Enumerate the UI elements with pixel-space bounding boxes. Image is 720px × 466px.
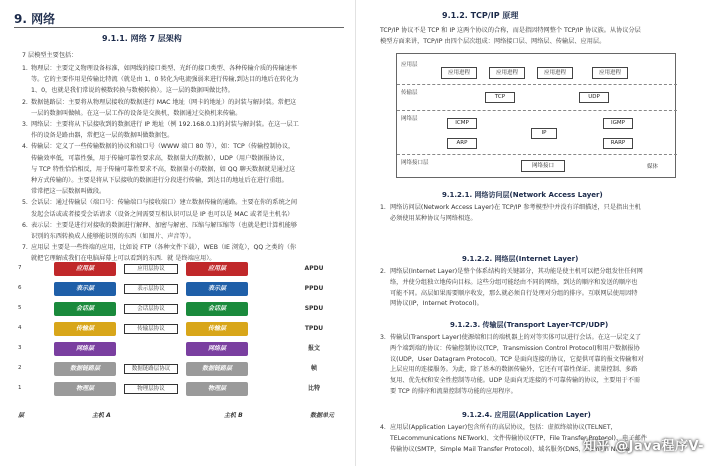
list-line: 与 TCP 特性恰恰相反，用于传输可靠性要求不高，数据量小的数据，如 QQ 聊天数据就是通过这 <box>31 165 296 173</box>
subsection-title: 9.1.2.2. 网络层(Internet Layer) <box>462 255 579 263</box>
osi-layer-number: 2 <box>18 365 22 371</box>
intro-text: 7 层模型主要包括： <box>22 52 78 59</box>
osi-peer-protocol: 传输层协议 <box>124 324 178 334</box>
list-item <box>22 197 347 219</box>
list-item <box>22 119 347 141</box>
icmp-box: ICMP <box>447 118 477 129</box>
subsection-line: 必须使用某种协议与网络相连。 <box>390 214 477 222</box>
rarp-box: RARP <box>603 138 633 149</box>
osi-layer-host-a: 表示层 <box>54 282 116 296</box>
osi-layer-number: 6 <box>18 285 22 291</box>
list-line: 传输层：定义了一些传输数据的协议和端口号（WWW 端口 80 等），如：TCP（传输控制协议， <box>31 143 295 151</box>
subsection-line: 上层应用的连接服务。为此，除了基本的数据传输外，它还有可靠性保证、流量控制、多路 <box>390 366 638 374</box>
list-line: 网络层：主要将从下层接收到的数据进行 IP 地址（例 192.168.0.1)的封装与解封装。在这一层工 <box>31 121 299 128</box>
zone-label-interface: 网络接口层 <box>401 160 429 166</box>
osi-col-host-a: 主机 A <box>92 412 111 419</box>
zone-label-transport: 传输层 <box>401 90 418 96</box>
ip-box: IP <box>531 128 557 139</box>
subsection-number: 4. <box>380 424 386 431</box>
list-line: 发起会话或或者接受会话请求（设备之间需要互相认识可以是 IP 也可以是 MAC 或者是主机名） <box>31 210 294 218</box>
list-line: 会话层：通过传输层（端口号：传输端口与接收端口）建立数据传输的通路。主要在你的系统之间 <box>31 199 298 207</box>
osi-layer-host-b: 网络层 <box>186 342 248 356</box>
subsection-line: 应用层(Application Layer)包含所有的高层协议，包括：虚拟终端协议(TELNET， <box>390 424 617 431</box>
udp-box: UDP <box>579 92 609 103</box>
list-line: 传输效率低，可靠性强，用于传输可靠性要求高，数据量大的数据），UDP（用户数据报协议， <box>31 154 289 162</box>
list-line: 等。它的主要作用是传输比特流（就是由 1、0 转化为电流强弱来进行传输,到达目的地后在转化为 <box>31 76 299 84</box>
tcp-box: TCP <box>485 92 515 103</box>
osi-layer-host-b: 表示层 <box>186 282 248 296</box>
osi-data-unit: TPDU <box>304 325 324 332</box>
osi-data-unit: 帧 <box>310 365 317 372</box>
subsection-line: 两个端到端的协议：传输控制协议(TCP，Transmission Control Protocol)和用户数据报协 <box>390 344 640 352</box>
osi-peer-protocol: 应用层协议 <box>124 264 178 274</box>
osi-diagram <box>14 262 350 422</box>
subsection-title: 9.1.2.4. 应用层(Application Layer) <box>462 411 591 419</box>
osi-layer-number: 1 <box>18 385 22 391</box>
chapter-rule <box>14 27 344 28</box>
osi-layer-number: 7 <box>18 265 22 271</box>
osi-layer-host-a: 数据链路层 <box>54 362 116 376</box>
subsection-line: 要 TCP 的排序和流量控制等功能的应用程序。 <box>390 388 517 395</box>
tcpip-intro-line1: TCP/IP 协议不是 TCP 和 IP 这两个协议的合称，而是指因特网整个 TCP/IP 协议族。从协议分层 <box>380 27 641 34</box>
tcpip-intro-line2: 模型方面来讲，TCP/IP 由四个层次组成：网络接口层、网络层、传输层、应用层。 <box>380 38 606 45</box>
zone-divider <box>397 110 677 111</box>
subsection-title: 9.1.2.3. 传输层(Transport Layer-TCP/UDP) <box>450 321 609 329</box>
zone-label-network: 网络层 <box>401 116 418 122</box>
app-process-box: 应用进程 <box>489 67 525 79</box>
osi-layer-number: 4 <box>18 325 22 331</box>
list-item <box>22 97 347 119</box>
arp-box: ARP <box>447 138 477 149</box>
section-title-osi: 9.1.1. 网络 7 层架构 <box>102 34 182 43</box>
list-line: 种方式传输的）。主要是将从下层接收的数据进行分段进行传输，到达目的地址后在进行重组。 <box>31 176 288 184</box>
osi-layer-number: 5 <box>18 305 22 311</box>
subsection-number: 3. <box>380 334 386 341</box>
list-number: 1. <box>22 65 28 72</box>
osi-layer-host-a: 物理层 <box>54 382 116 396</box>
zone-divider <box>397 154 677 155</box>
app-process-box: 应用进程 <box>537 67 573 79</box>
list-number: 2. <box>22 98 28 106</box>
medium-label: 媒体 <box>647 164 659 170</box>
left-page <box>0 0 356 466</box>
list-line: 应用层 主要是一些终端的应用，比如说 FTP（各种文件下载），WEB（IE 浏览），QQ 之类的（你 <box>31 244 297 252</box>
list-line: 表示层：主要是进行对接收的数据进行解释、加密与解密、压缩与解压缩等（也就是把计算机能够 <box>31 221 298 229</box>
osi-data-unit: PPDU <box>304 285 324 292</box>
list-line: 作的设备是路由器，常把这一层的数据叫做数据包。 <box>31 132 174 140</box>
subsection-number: 2. <box>380 268 386 275</box>
list-line: 一层的数据叫做帧。在这一层工作的设备是交换机，数据通过交换机来传输。 <box>31 109 242 117</box>
osi-col-layer: 层 <box>18 412 25 419</box>
igmp-box: IGMP <box>603 118 633 129</box>
list-number: 3. <box>22 121 28 128</box>
list-line: 数据链路层：主要将从物理层接收的数据进行 MAC 地址（网卡的地址）的封装与解封装。常把这 <box>31 98 297 106</box>
list-line: 识别的东西转换成人能够能识别的东西（如图片、声音等）。 <box>31 232 195 240</box>
section-title-tcpip: 9.1.2. TCP/IP 原理 <box>442 11 519 20</box>
subsection-line: TELecommunications NETwork)、文件传输协议(FTP，File Transfer Protocol)、电子邮件 <box>390 434 647 442</box>
osi-peer-protocol: 数据链路层协议 <box>124 364 178 374</box>
subsection-number: 1. <box>380 204 386 211</box>
subsection-line: 复用、优先权和安全性控制等功能。UDP 是面向无连接的不可靠传输的协议，主要用于不需 <box>390 377 641 385</box>
list-number: 5. <box>22 199 28 207</box>
app-process-box: 应用进程 <box>592 67 628 79</box>
list-item <box>22 220 347 242</box>
osi-peer-protocol: 会话层协议 <box>124 304 178 314</box>
osi-layer-host-b: 数据链路层 <box>186 362 248 376</box>
osi-layer-host-b: 物理层 <box>186 382 248 396</box>
list-item <box>22 63 347 97</box>
subsection-line: 络，并使分组独立地传向目标。这些分组可能经由不同的网络，到达的顺序和发送的顺序也 <box>390 278 638 286</box>
osi-layer-host-a: 会话层 <box>54 302 116 316</box>
zone-label-application: 应用层 <box>401 62 418 68</box>
app-process-box: 应用进程 <box>441 67 477 79</box>
list-item <box>22 141 347 197</box>
osi-col-host-b: 主机 B <box>224 412 243 419</box>
osi-peer-protocol: 表示层协议 <box>124 284 178 294</box>
list-line: 就把它理解成我们在电脑屏幕上可以看到的东西．就 是终端应用）。 <box>31 255 216 263</box>
subsection-line: 网络层(Internet Layer)是整个体系结构的关键部分，其功能是使主机可以把分组发往任何网 <box>390 268 643 275</box>
subsection-line: 议(UDP，User Datagram Protocol)。TCP 是面向连接的协议，它提供可靠的报文传输和对 <box>390 355 644 363</box>
network-interface-box: 网络接口 <box>521 160 565 172</box>
osi-data-unit: SPDU <box>304 305 324 312</box>
osi-layer-host-a: 传输层 <box>54 322 116 336</box>
subsection-title: 9.1.2.1. 网络访问层(Network Access Layer) <box>442 191 603 199</box>
osi-peer-protocol: 物理层协议 <box>124 384 178 394</box>
subsection-line: 网络访问层(Network Access Layer)在 TCP/IP 参考模型中并没有详细描述，只是指出主机 <box>390 204 641 211</box>
subsection-line: 可能不同。高层如果需要顺序收发，那么就必须自行处理对分组的排序。互联网层使用因特 <box>390 289 638 297</box>
osi-col-unit: 数据单元 <box>310 412 335 419</box>
subsection-line: 传输协议(SMTP，Simple Mail Transfer Protocol)、域名服务(DNS，Domain Name <box>390 445 630 453</box>
osi-data-unit: APDU <box>304 265 324 272</box>
list-number: 7. <box>22 244 28 252</box>
osi-layer-host-b: 应用层 <box>186 262 248 276</box>
osi-layer-host-a: 应用层 <box>54 262 116 276</box>
subsection-line: 传输层(Transport Layer)使源端和目的端机器上的对等实体可以进行会话。在这一层定义了 <box>390 334 642 341</box>
osi-layer-number: 3 <box>18 345 22 351</box>
osi-layer-host-b: 会话层 <box>186 302 248 316</box>
list-number: 6. <box>22 221 28 229</box>
right-page <box>362 0 720 466</box>
list-number: 4. <box>22 143 28 151</box>
osi-data-unit: 比特 <box>307 385 320 392</box>
list-line: 物理层：主要定义物理设备标准，如网线的接口类型、光纤的接口类型、各种传输介质的传输速率 <box>31 65 298 72</box>
list-line: 1、0，也就是我们常说的模数转换与数模转换）。这一层的数据叫做比特。 <box>31 87 234 95</box>
subsection-line: 网协议(IP，Internet Protocol)。 <box>390 300 483 308</box>
list-line: 常常把这一层数据叫做段。 <box>31 188 106 196</box>
chapter-title: 9. 网络 <box>14 12 56 26</box>
osi-layer-host-a: 网络层 <box>54 342 116 356</box>
osi-layer-host-b: 传输层 <box>186 322 248 336</box>
watermark: 知乎 @Java程序V- <box>583 439 704 454</box>
tcpip-diagram <box>396 53 676 178</box>
zone-divider <box>397 84 677 85</box>
osi-data-unit: 报文 <box>307 345 320 352</box>
